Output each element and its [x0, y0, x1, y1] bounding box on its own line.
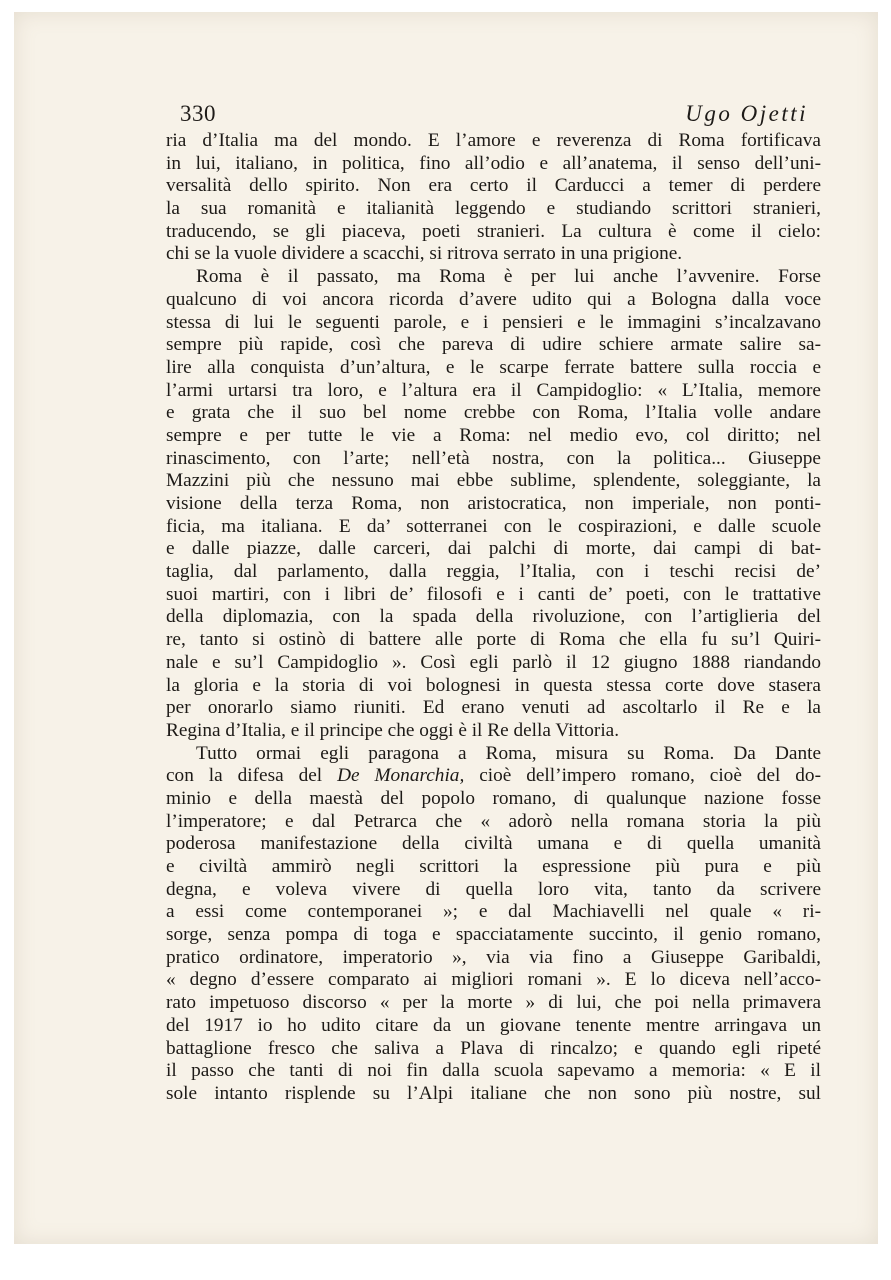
text-line: qualcuno di voi ancora ricorda d’avere udito qui a Bologna dalla voce: [166, 288, 821, 310]
text-line: Regina d’Italia, e il principe che oggi è il Re della Vittoria.: [166, 719, 620, 741]
text-line: poderosa manifestazione della civiltà umana e di quella umanità: [166, 833, 821, 855]
text-line: re, tanto si ostinò di battere alle porte di Roma che ella fu su’l Quiri-: [166, 629, 821, 651]
text-line: ria d’Italia ma del mondo. E l’amore e reverenza di Roma fortificava: [166, 130, 821, 151]
text-line: a essi come contemporanei »; e dal Machiavelli nel quale « ri-: [166, 901, 821, 923]
text-line: l’imperatore; e dal Petrarca che « adorò nella romana storia la più: [166, 810, 821, 832]
text-line: il passo che tanti di noi fin dalla scuola sapevamo a memoria: « E il: [166, 1060, 821, 1082]
text-line: pratico ordinatore, imperatorio », via via fino a Giuseppe Garibaldi,: [166, 946, 821, 968]
body-text: [166, 130, 821, 1106]
text-line: e grata che il suo bel nome crebbe con Roma, l’Italia volle andare: [166, 402, 821, 424]
text-line: la sua romanità e italianità leggendo e studiando scrittori stranieri,: [166, 198, 821, 220]
text-line: sole intanto risplende su l’Alpi italiane che non sono più nostre, sul: [166, 1082, 821, 1104]
text-line: suoi martiri, con i libri de’ filosofi e i canti de’ poeti, con le trattative: [166, 583, 821, 605]
text-fragment: cioè dell’impero romano, cioè del do-: [464, 765, 821, 787]
text-line: l’armi urtarsi tra loro, e l’altura era il Campidoglio: « L’Italia, memore: [166, 379, 821, 401]
text-line: del 1917 io ho udito citare da un giovane tenente mentre arringava un: [166, 1014, 821, 1036]
text-line: Mazzini più che nessuno mai ebbe sublime, splendente, soleggiante, la: [166, 470, 821, 492]
text-line: visione della terza Roma, non aristocratica, non imperiale, non ponti-: [166, 493, 821, 514]
text-line: taglia, dal parlamento, dalla reggia, l’Italia, con i teschi recisi de’: [166, 561, 821, 583]
italic-title: De Monarchia,: [337, 765, 465, 787]
text-line: degna, e voleva vivere di quella loro vita, tanto da scrivere: [166, 878, 821, 900]
text-line: sorge, senza pompa di toga e spacciatamente succinto, il genio romano,: [166, 924, 821, 946]
text-line: battaglione fresco che saliva a Plava di rincalzo; e quando egli ripeté: [166, 1037, 821, 1059]
text-line: e civiltà ammirò negli scrittori la espressione più pura e più: [166, 856, 821, 877]
text-line: sempre più rapide, così che pareva di udire schiere armate salire sa-: [166, 334, 821, 356]
page-number: 330: [180, 101, 216, 126]
text-line: e dalle piazze, dalle carceri, dai palchi di morte, dai campi di bat-: [166, 538, 821, 560]
text-fragment: con la difesa del: [166, 765, 338, 787]
text-line: chi se la vuole dividere a scacchi, si ritrova serrato in una prigione.: [166, 243, 683, 265]
text-line: della diplomazia, con la spada della rivoluzione, con l’artiglieria del: [166, 606, 821, 628]
text-line: traducendo, se gli piaceva, poeti stranieri. La cultura è come il cielo:: [166, 220, 821, 242]
text-line: « degno d’essere comparato ai migliori romani ». E lo diceva nell’acco-: [166, 969, 821, 991]
text-line: nale e su’l Campidoglio ». Così egli parlò il 12 giugno 1888 riandando: [166, 651, 821, 673]
text-line: Roma è il passato, ma Roma è per lui anche l’avvenire. Forse: [196, 266, 821, 288]
text-line: per onorarlo siamo riuniti. Ed erano venuti ad ascoltarlo il Re e la: [166, 697, 821, 719]
text-line: in lui, italiano, in politica, fino all’odio e all’anatema, il senso dell’uni-: [166, 152, 821, 174]
text-line: sempre e per tutte le vie a Roma: nel medio evo, col diritto; nel: [166, 424, 821, 446]
text-line: ficia, ma italiana. E da’ sotterranei con le cospirazioni, e dalle scuole: [166, 515, 821, 537]
text-line: versalità dello spirito. Non era certo il Carducci a temer di perdere: [166, 175, 821, 197]
text-line: rato impetuoso discorso « per la morte » di lui, che poi nella primavera: [166, 992, 821, 1014]
text-line: [166, 765, 821, 788]
running-head-author: Ugo Ojetti: [685, 101, 808, 126]
page-header: [180, 101, 808, 131]
text-line: lire alla conquista d’un’altura, e le scarpe ferrate battere sulla roccia e: [166, 356, 821, 378]
text-line: stessa di lui le seguenti parole, e i pensieri e le immagini s’incalzavano: [166, 311, 821, 333]
text-line: minio e della maestà del popolo romano, di qualunque nazione fosse: [166, 787, 821, 809]
text-line: la gloria e la storia di voi bolognesi in questa stessa corte dove stasera: [166, 674, 821, 696]
text-line: Tutto ormai egli paragona a Roma, misura su Roma. Da Dante: [196, 742, 821, 764]
text-line: rinascimento, con l’arte; nell’età nostra, con la politica... Giuseppe: [166, 447, 821, 469]
